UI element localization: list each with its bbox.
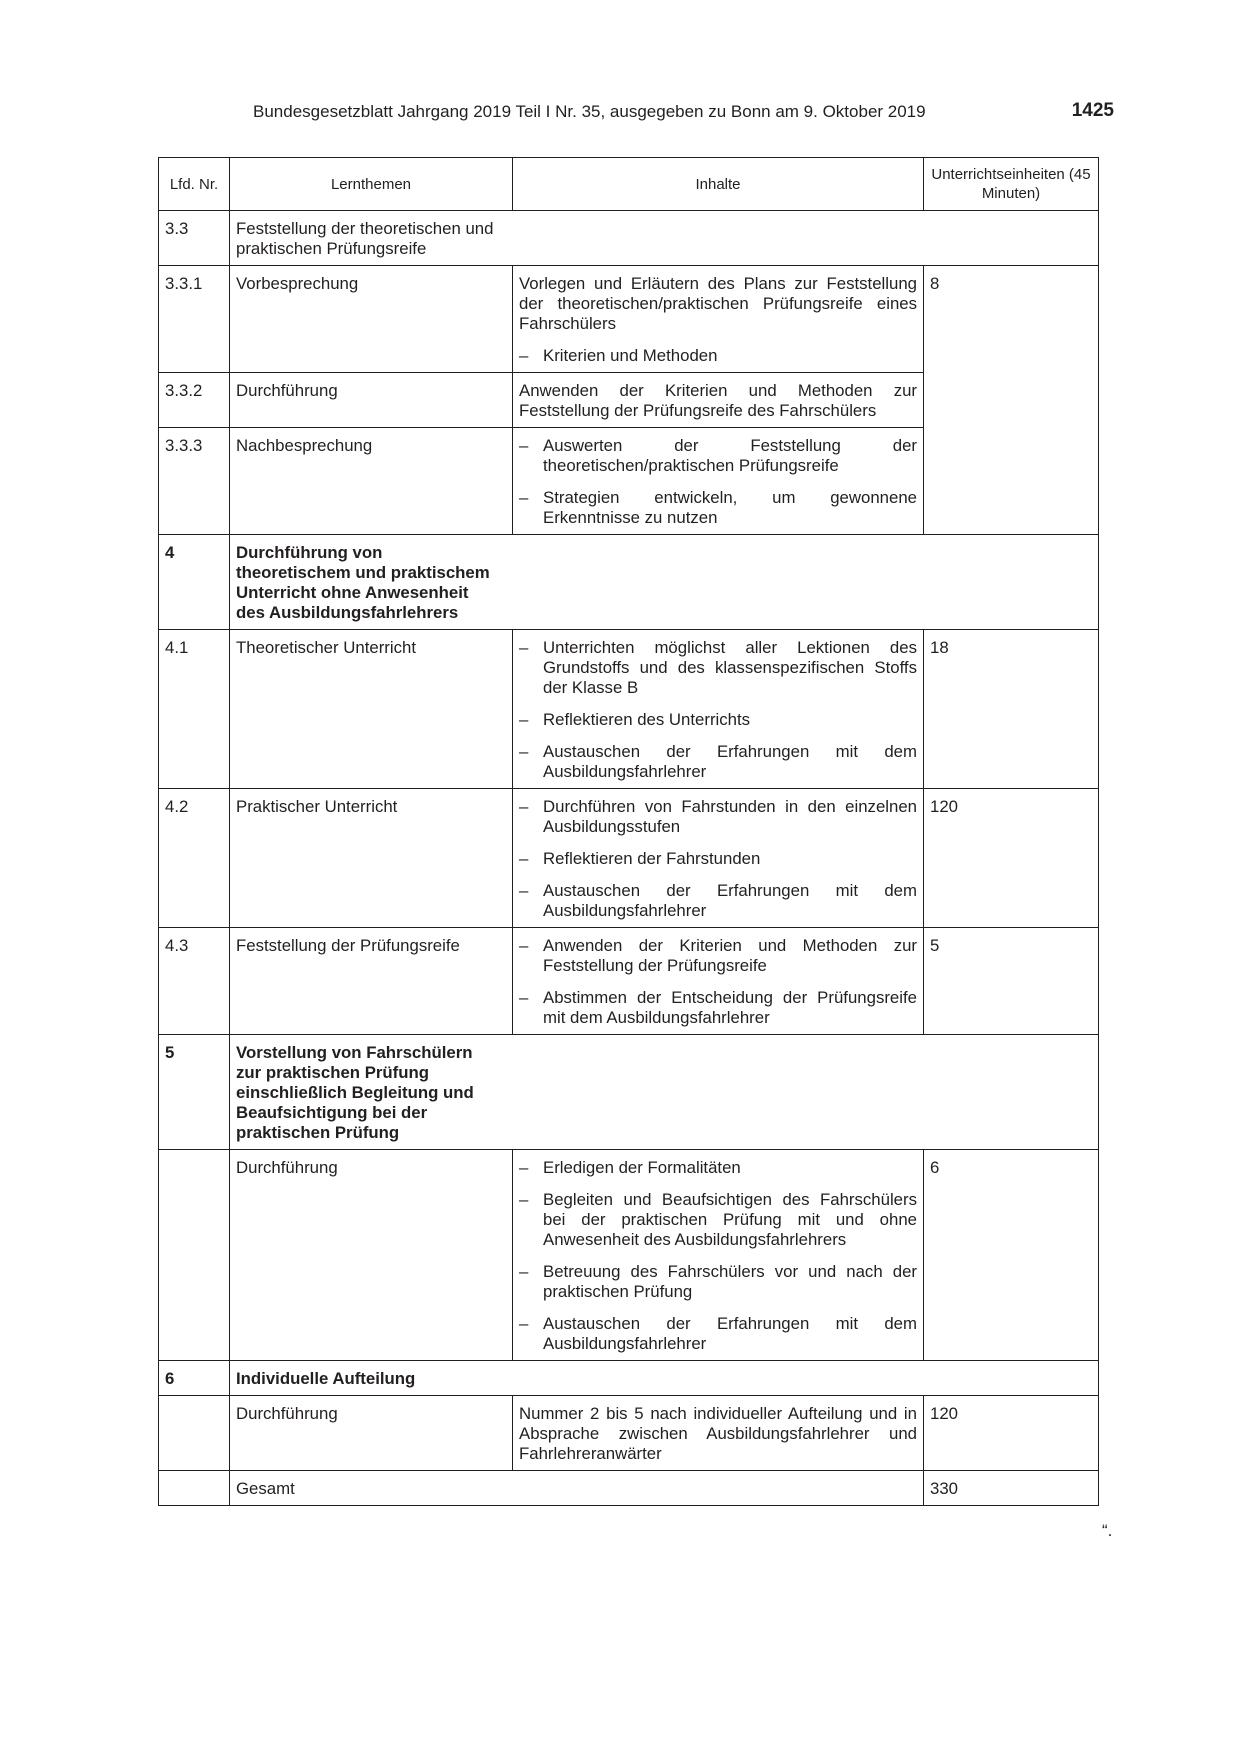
table-row <box>159 928 1099 1035</box>
table-row <box>159 1396 1099 1471</box>
row-topic: Vorstellung von Fahrschülern zur praktischen Prüfung einschließlich Begleitung und Beaufsichtigung bei der praktischen Prüfung <box>236 1043 474 1142</box>
row-units: 6 <box>924 1150 1099 1361</box>
row-topic: Individuelle Aufteilung <box>236 1369 416 1388</box>
row-content <box>513 266 924 373</box>
row-units: 120 <box>924 1396 1099 1471</box>
row-number: 5 <box>159 1035 230 1150</box>
list-dash: – <box>519 1190 529 1209</box>
row-number: 3.3.1 <box>159 266 230 373</box>
content-text: Anwenden der Kriterien und Methoden zur Feststellung der Prüfungsreife des Fahrschülers <box>519 381 917 420</box>
row-number: 3.3.2 <box>159 373 230 428</box>
row-content <box>513 789 924 928</box>
row-number: 6 <box>159 1361 230 1396</box>
row-topic: Vorbesprechung <box>230 266 513 373</box>
page-header <box>158 100 1118 126</box>
row-content <box>513 630 924 789</box>
row-content <box>513 428 924 535</box>
list-item: – Austauschen der Erfahrungen mit dem Ausbildungsfahrlehrer <box>519 1314 917 1353</box>
table-row <box>159 1035 1099 1150</box>
list-dash: – <box>519 742 529 761</box>
row-number: 4.1 <box>159 630 230 789</box>
list-item: – Begleiten und Beaufsichtigen des Fahrschülers bei der praktischen Prüfung mit und ohne Anwesenheit des Ausbildungsfahrlehrers <box>519 1190 917 1249</box>
list-item: – Anwenden der Kriterien und Methoden zur Feststellung der Prüfungsreife <box>519 936 917 975</box>
list-item: – Austauschen der Erfahrungen mit dem Ausbildungsfahrlehrer <box>519 881 917 920</box>
table-header-row <box>159 158 1099 211</box>
page-number: 1425 <box>1071 100 1114 121</box>
list-dash: – <box>519 936 529 955</box>
list-dash: – <box>519 881 529 900</box>
list-item: – Durchführen von Fahrstunden in den einzelnen Ausbildungsstufen <box>519 797 917 836</box>
list-item: – Unterrichten möglichst aller Lektionen des Grundstoffs und des klassenspezifischen Stoffs der Klasse B <box>519 638 917 697</box>
row-content <box>513 1396 924 1471</box>
list-dash: – <box>519 1158 529 1177</box>
row-topic: Feststellung der Prüfungsreife <box>230 928 513 1035</box>
list-dash: – <box>519 488 529 507</box>
list-dash: – <box>519 638 529 657</box>
total-label: Gesamt <box>230 1471 924 1506</box>
row-number <box>159 1150 230 1361</box>
list-dash: – <box>519 1314 529 1333</box>
row-topic: Durchführung <box>230 373 513 428</box>
table-row <box>159 211 1099 266</box>
curriculum-table <box>158 157 1099 1506</box>
row-units: 120 <box>924 789 1099 928</box>
list-item: – Kriterien und Methoden <box>519 346 718 365</box>
list-item: – Austauschen der Erfahrungen mit dem Ausbildungsfahrlehrer <box>519 742 917 781</box>
list-dash: – <box>519 436 529 455</box>
list-dash: – <box>519 1262 529 1281</box>
row-topic: Feststellung der theoretischen und praktischen Prüfungsreife <box>236 219 494 258</box>
table-row <box>159 1150 1099 1361</box>
list-dash: – <box>519 346 529 365</box>
row-topic: Durchführung <box>230 1150 513 1361</box>
row-content <box>513 373 924 428</box>
list-item: – Reflektieren der Fahrstunden <box>519 849 761 868</box>
table-row <box>159 630 1099 789</box>
col-header-lernthemen: Lernthemen <box>230 158 513 211</box>
table-row <box>159 535 1099 630</box>
row-topic: Durchführung <box>230 1396 513 1471</box>
col-header-nr: Lfd. Nr. <box>159 158 230 211</box>
list-item: – Reflektieren des Unterrichts <box>519 710 751 729</box>
content-text: Nummer 2 bis 5 nach individueller Aufteilung und in Absprache zwischen Ausbildungsfahrlehrer und Fahrlehreranwärter <box>519 1404 917 1463</box>
row-topic: Theoretischer Unterricht <box>230 630 513 789</box>
row-units: 18 <box>924 630 1099 789</box>
row-content <box>513 928 924 1035</box>
col-header-einheiten: Unterrichtseinheiten (45 Minuten) <box>924 158 1099 211</box>
row-content <box>513 1150 924 1361</box>
row-number: 3.3.3 <box>159 428 230 535</box>
list-item: – Abstimmen der Entscheidung der Prüfungsreife mit dem Ausbildungsfahrlehrer <box>519 988 917 1027</box>
content-text: Vorlegen und Erläutern des Plans zur Feststellung der theoretischen/praktischen Prüfungsreife eines Fahrschülers <box>519 274 917 333</box>
col-header-inhalte: Inhalte <box>513 158 924 211</box>
row-number <box>159 1396 230 1471</box>
total-row <box>159 1471 1099 1506</box>
gazette-title: Bundesgesetzblatt Jahrgang 2019 Teil I Nr. 35, ausgegeben zu Bonn am 9. Oktober 2019 <box>253 102 926 121</box>
row-number: 4.3 <box>159 928 230 1035</box>
total-value: 330 <box>924 1471 1099 1506</box>
row-topic: Durchführung von theoretischem und praktischem Unterricht ohne Anwesenheit des Ausbildungsfahrlehrers <box>236 543 490 622</box>
row-number <box>159 1471 230 1506</box>
closing-quote: “. <box>1102 1521 1113 1540</box>
row-topic: Praktischer Unterricht <box>230 789 513 928</box>
table-row <box>159 266 1099 373</box>
list-dash: – <box>519 849 529 868</box>
list-item: – Strategien entwickeln, um gewonnene Erkenntnisse zu nutzen <box>519 488 917 527</box>
list-item: – Betreuung des Fahrschülers vor und nach der praktischen Prüfung <box>519 1262 917 1301</box>
table-row <box>159 789 1099 928</box>
list-item: – Auswerten der Feststellung der theoretischen/praktischen Prüfungsreife <box>519 436 917 475</box>
list-dash: – <box>519 988 529 1007</box>
table-row <box>159 1361 1099 1396</box>
row-units: 5 <box>924 928 1099 1035</box>
list-item: – Erledigen der Formalitäten <box>519 1158 741 1177</box>
row-number: 4.2 <box>159 789 230 928</box>
list-dash: – <box>519 710 529 729</box>
row-number: 3.3 <box>159 211 230 266</box>
list-dash: – <box>519 797 529 816</box>
row-topic: Nachbesprechung <box>230 428 513 535</box>
row-units: 8 <box>924 266 1099 535</box>
row-number: 4 <box>159 535 230 630</box>
